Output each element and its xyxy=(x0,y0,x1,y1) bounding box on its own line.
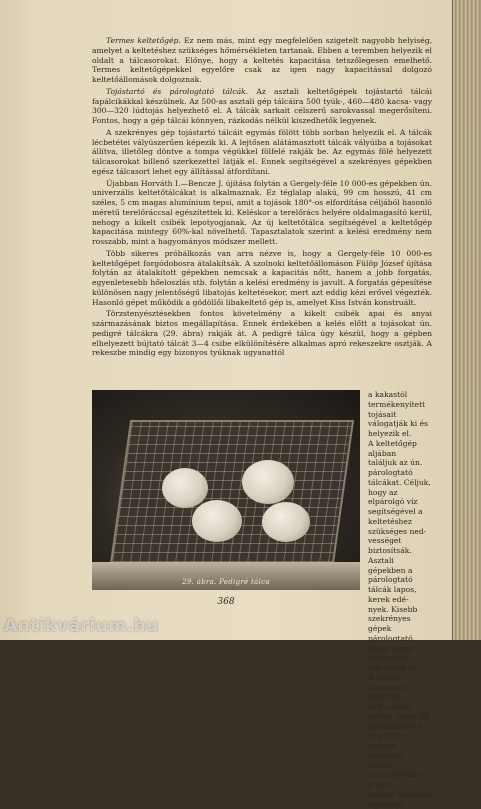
paragraph-forgodobos xyxy=(92,249,432,308)
side-line: tálcákat. Céljuk, hogy az xyxy=(368,477,431,497)
chick-shape xyxy=(242,460,294,504)
side-line: a kakastól termékenyített xyxy=(368,390,426,409)
side-line: helyezik el. xyxy=(368,429,412,438)
paragraph-heading: Termes keltetőgép. xyxy=(106,36,181,45)
paragraph-body: Az asztali keltetőgépek tojástartó tálcái fapálcikákkal készülnek. Az 500-as asztali gép tálcáira 500 tyúk-, 460—480 kacsa- vagy 300—320 lúdtojás helyezhető el. A tálcák sarkait célszerű sarokvassal megerősíteni. Fontos, hogy a gép tálcái könnyen, rázkodás nélkül kiszedhetők legyenek. xyxy=(92,86,432,125)
paragraph-termes xyxy=(92,36,432,85)
paragraph-heading: Tojástartó és párologtató tálcák. xyxy=(106,86,249,96)
paragraph-univerzalis xyxy=(92,179,432,247)
chick-shape xyxy=(162,468,208,508)
paragraph-talcak xyxy=(92,87,432,126)
figure-photo xyxy=(92,390,360,590)
side-line: tálcák lapos, kerek edé- xyxy=(368,585,417,604)
side-line: tojásait válogatják ki és xyxy=(368,409,428,429)
paragraph-szekrenyes xyxy=(92,128,432,177)
book-gutter xyxy=(452,0,481,640)
tray-grid xyxy=(110,420,354,564)
side-line: ráilleszthető a gép fűtő- xyxy=(368,721,423,741)
side-line: vességet biztosítsák. Asztali xyxy=(368,536,412,565)
paragraph-pedigre xyxy=(92,309,432,358)
side-line: gépek párologtató tálcái a gép xyxy=(368,624,413,653)
paragraph-body: Több sikeres próbálkozás van arra nézve is, hogy a Gergely-féle 10 000-es keltetőgépet forgódobosra átalakítsák. A szolnoki keltetőállomáson Fülöp József újítása folytán az átalakított gépekben nemcsak a kapacitás nőtt, hanem a jobb forgatás, egyenletesebb hőeloszlás stb. folytán a kelési eredmény is javult. A forgatás gépesítése különösen nagy jelentőségű libatojás keltetésekor, mert azt eddig kézi erővel végezték. Hasonló gépet működik a gödöllői libakeltető gép is, amelyet Kiss István konstruált. xyxy=(92,248,432,307)
side-line: nyes gépekben a páro- xyxy=(368,770,426,789)
chick-shape xyxy=(262,502,310,542)
figure-caption: 29. ábra. Pedigré tálca xyxy=(182,578,270,586)
paragraph-body: Törzstenyésztésekben fontos követelmény a kikelt csibék apai és anyai származásának biztos megállapítása. Ennek érdekében a kelés előtt a tojásokat ún. pedigré tálcákra (29. ábra) rakják át. A pedigré tálca úgy készül, hogy a gépben elhelyezett bújtató tálcát 3—4 csibe elkülönítésére alkalmas apró rekeszekre osztják. A rekeszbe mindig egy bizonyos tyúknak ugyanattól xyxy=(92,309,432,358)
side-line: vályú alakú edény, amely jól xyxy=(368,702,430,721)
side-line: testére. Nagyobb szekré- xyxy=(368,741,403,770)
side-line: logtató tálcákról elpárolgó xyxy=(368,789,432,809)
watermark-logo: Antikvárium.hu xyxy=(4,616,159,636)
side-line: nyek. Kisebb szekrényes xyxy=(368,604,418,624)
paragraph-body: Újabban Horváth I.—Bencze J. újítása folytán a Gergely-féle 10 000-es gépekben ún. univerzális keltetőtálcákat is alkalmaznak. Ez téglalap alakú, 99 cm hosszú, 41 cm széles, 5 cm magas alumínium tepsi, amit a tojások 180°-os elfordítása céljából hasonló méretű terelőráccsal egészítettek ki. Keléskor a terelőrács helyére oldalmagasító kerül, nehogy a kikelt csibék lepotyogjanak. Az új keltetőtálca segítségével a keltetőgép kapacitása mintegy 60%-kal növelhető. Tapasztalatok szerint a kelési eredmény nem rosszabb, mint a hagyományos módszer mellett. xyxy=(92,178,432,246)
page-number: 368 xyxy=(217,597,235,607)
chick-shape xyxy=(192,500,242,542)
side-line: gépekben a párologtató xyxy=(368,565,413,585)
paragraph-body: A szekrényes gép tojástartó tálcáit egymás fölött több sorban helyezik el. A tálcák lécbetétei vályúszerűen képezik ki. A lejtősen alátámasztott tálcák vályúiba a tojásokat állítva, illetőleg döntve a tompa végükkel fölfelé rakják be. Az egymás fölé helyezett tálcasorokat billenő szerkezettel látják el. Ennek segítségével a szekrényes gépekben egész tálcasort lehet egy állítással átfordítani. xyxy=(92,127,432,176)
paragraph-body: Ez nem más, mint egy megfelelően szigetelt nagyobb helyiség, amelyet a keltetéshez szükséges hőmérsékleten tartanak. Ebben a teremben helyezik el oldalt a tálcasorokat. Előnye, hogy a keltetés kapacitása tetszőlegesen emelhető. Termes keltetőgépekkel egyelőre csak az igen nagy kapacitással dolgozó keltetőállomások dolgoznak. xyxy=(92,36,432,84)
side-line: elpárolgó víz segítségével a xyxy=(368,497,423,516)
side-line: keltetéshez szükséges ned- xyxy=(368,516,427,536)
side-line: fűtőtestein fekszenek el. xyxy=(368,653,419,672)
side-line: A tálcák kiképzése mélyebb, xyxy=(368,672,406,702)
side-line: találjuk az ún. párologtató xyxy=(368,458,423,477)
side-line: A keltetőgép aljában xyxy=(368,438,417,458)
text-column xyxy=(92,36,432,358)
